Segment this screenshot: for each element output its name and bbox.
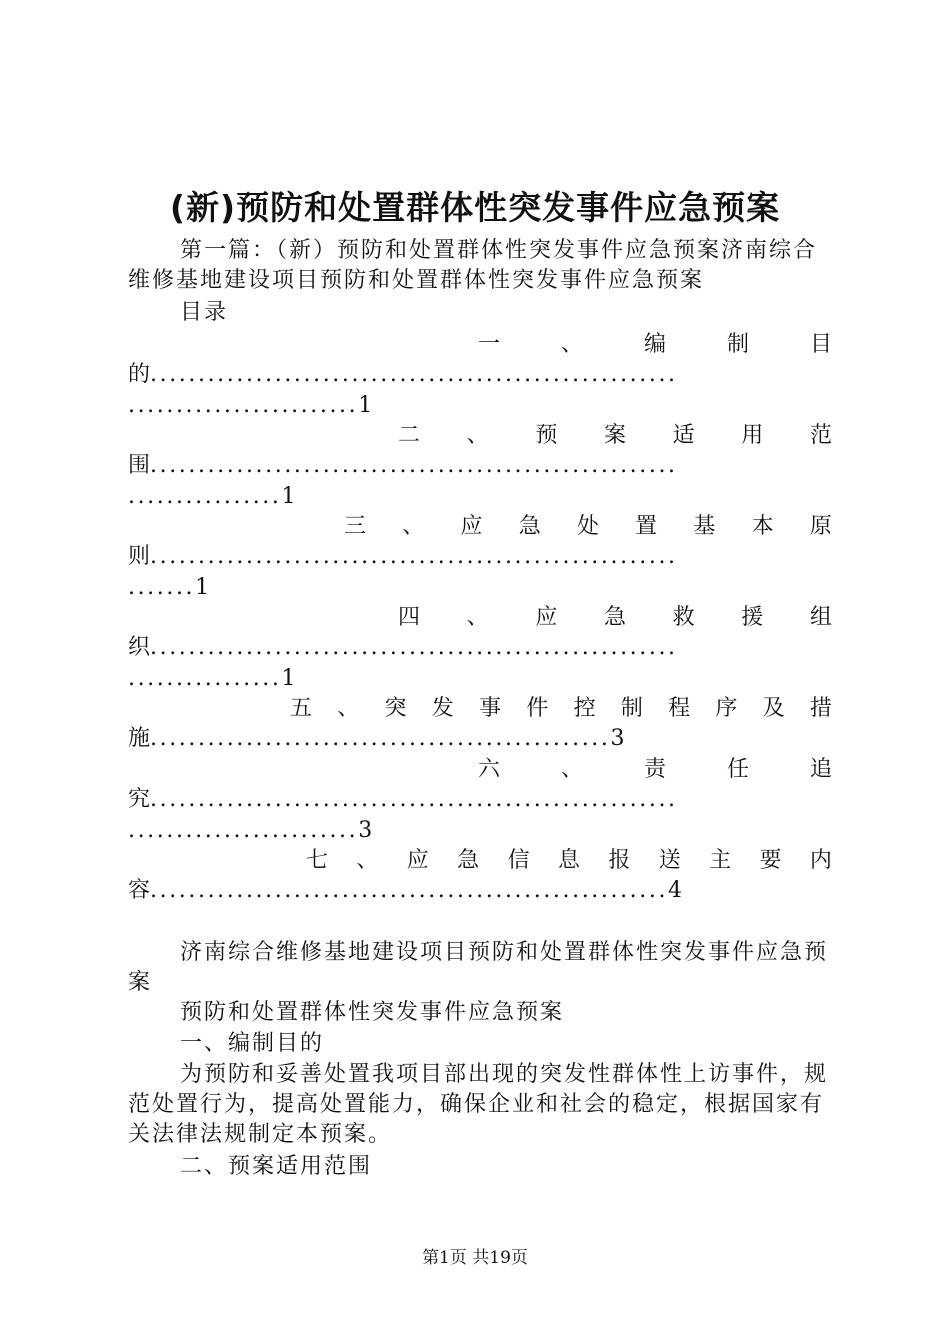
toc-tail: 施 bbox=[128, 726, 151, 751]
toc-char: 基 bbox=[693, 514, 716, 539]
toc-char: 案 bbox=[603, 423, 626, 448]
toc-leader: ................ bbox=[128, 484, 282, 509]
toc-leader: ................................................ bbox=[150, 726, 611, 751]
toc-entry-1-dots bbox=[128, 360, 832, 390]
toc-char: 急 bbox=[518, 514, 541, 539]
toc-entry-3-dots bbox=[128, 542, 832, 572]
toc-char: 要 bbox=[759, 848, 782, 873]
toc-char: 应 bbox=[460, 514, 483, 539]
toc-char: 应 bbox=[535, 605, 558, 630]
toc-char: 应 bbox=[406, 848, 429, 873]
toc-char: 送 bbox=[658, 848, 681, 873]
toc-char: 制 bbox=[726, 332, 749, 357]
toc-leader: ........................ bbox=[128, 818, 359, 843]
toc-entry-5-dots bbox=[128, 724, 832, 754]
toc-page-number: 1 bbox=[195, 575, 210, 600]
toc-char: 制 bbox=[620, 696, 643, 721]
toc-page-number: 1 bbox=[281, 484, 296, 509]
body-paragraph: 预防和处置群体性突发事件应急预案 bbox=[180, 1000, 565, 1025]
toc-char: 责 bbox=[643, 757, 666, 782]
toc-entry-2-head bbox=[398, 421, 832, 451]
toc-leader: ....... bbox=[128, 575, 196, 600]
toc-page-number: 1 bbox=[281, 666, 296, 691]
toc-leader: ....................................................... bbox=[150, 635, 678, 660]
toc-char: 报 bbox=[608, 848, 631, 873]
toc-char: 追 bbox=[809, 757, 832, 782]
toc-char: 援 bbox=[741, 605, 764, 630]
toc-entry-1-head bbox=[478, 330, 832, 360]
toc-leader: ................ bbox=[128, 666, 282, 691]
toc-char: 、 bbox=[337, 696, 360, 721]
toc-entry-3-page-line bbox=[128, 573, 832, 603]
toc-char: 件 bbox=[526, 696, 549, 721]
toc-char: 、 bbox=[402, 514, 425, 539]
toc-entry-1-page-line bbox=[128, 391, 832, 421]
toc-entry-7-head bbox=[306, 846, 832, 876]
toc-char: 用 bbox=[741, 423, 764, 448]
toc-char: 三 bbox=[344, 514, 367, 539]
toc-char: 置 bbox=[635, 514, 658, 539]
toc-leader: ....................................................... bbox=[150, 362, 678, 387]
toc-char: 七 bbox=[306, 848, 329, 873]
document-title: (新)预防和处置群体性突发事件应急预案 bbox=[169, 188, 781, 227]
body-paragraph: 济南综合维修基地建设项目预防和处置群体性突发事件应急预案 bbox=[128, 940, 829, 995]
body-paragraph: 为预防和妥善处置我项目部出现的突发性群体性上访事件，规范处置行为，提高处置能力，确保企业和社会的稳定，根据国家有关法律法规制定本预案。 bbox=[128, 1062, 829, 1147]
toc-char: 发 bbox=[431, 696, 454, 721]
toc-char: 五 bbox=[290, 696, 313, 721]
toc-char: 、 bbox=[466, 605, 489, 630]
toc-char: 、 bbox=[560, 332, 583, 357]
toc-page-number: 4 bbox=[668, 878, 683, 903]
toc-tail: 织 bbox=[128, 635, 151, 660]
toc-tail: 的 bbox=[128, 362, 151, 387]
toc-char: 急 bbox=[457, 848, 480, 873]
toc-entry-4-dots bbox=[128, 633, 832, 663]
toc-page-number: 3 bbox=[358, 818, 373, 843]
toc-char: 六 bbox=[478, 757, 501, 782]
page-footer: 第1页 共19页 bbox=[422, 1248, 528, 1268]
toc-char: 原 bbox=[809, 514, 832, 539]
toc-leader: ...................................................... bbox=[150, 878, 669, 903]
toc-char: 四 bbox=[398, 605, 421, 630]
toc-entry-2-dots bbox=[128, 451, 832, 481]
toc-char: 范 bbox=[809, 423, 832, 448]
toc-leader: ....................................................... bbox=[150, 453, 678, 478]
toc-char: 编 bbox=[643, 332, 666, 357]
toc-char: 一 bbox=[478, 332, 501, 357]
toc-char: 二 bbox=[398, 423, 421, 448]
toc-page-number: 1 bbox=[358, 393, 373, 418]
toc-char: 主 bbox=[709, 848, 732, 873]
toc-entry-6-dots bbox=[128, 785, 832, 815]
section-heading: 一、编制目的 bbox=[180, 1031, 325, 1056]
toc-entry-2-page-line bbox=[128, 482, 832, 512]
toc-char: 内 bbox=[809, 848, 832, 873]
toc-char: 及 bbox=[762, 696, 785, 721]
toc-entry-5-head bbox=[290, 694, 832, 724]
toc-tail: 容 bbox=[128, 878, 151, 903]
toc-entry-4-page-line bbox=[128, 664, 832, 694]
toc-char: 序 bbox=[715, 696, 738, 721]
toc-entry-3-head bbox=[344, 512, 832, 542]
toc-tail: 围 bbox=[128, 453, 151, 478]
toc-char: 任 bbox=[726, 757, 749, 782]
toc-char: 程 bbox=[668, 696, 691, 721]
toc-char: 、 bbox=[466, 423, 489, 448]
toc-entry-4-head bbox=[398, 603, 832, 633]
toc-char: 处 bbox=[576, 514, 599, 539]
toc-page-number: 3 bbox=[610, 726, 625, 751]
toc-tail: 则 bbox=[128, 544, 151, 569]
toc-char: 急 bbox=[603, 605, 626, 630]
toc-char: 息 bbox=[557, 848, 580, 873]
toc-char: 组 bbox=[809, 605, 832, 630]
toc-char: 控 bbox=[573, 696, 596, 721]
toc-leader: ....................................................... bbox=[150, 544, 678, 569]
toc-char: 、 bbox=[356, 848, 379, 873]
toc-entry-7-dots bbox=[128, 876, 832, 906]
toc-char: 救 bbox=[672, 605, 695, 630]
toc-tail: 究 bbox=[128, 787, 151, 812]
toc-char: 突 bbox=[384, 696, 407, 721]
toc-char: 措 bbox=[809, 696, 832, 721]
toc-char: 、 bbox=[560, 757, 583, 782]
toc-char: 本 bbox=[751, 514, 774, 539]
toc-label: 目录 bbox=[180, 300, 229, 325]
intro-paragraph: 第一篇：（新）预防和处置群体性突发事件应急预案济南综合维修基地建设项目预防和处置群体性突发事件应急预案 bbox=[128, 238, 818, 293]
toc-entry-6-page-line bbox=[128, 816, 832, 846]
toc-char: 预 bbox=[535, 423, 558, 448]
toc-leader: ....................................................... bbox=[150, 787, 678, 812]
toc-char: 事 bbox=[479, 696, 502, 721]
toc-char: 信 bbox=[507, 848, 530, 873]
toc-char: 适 bbox=[672, 423, 695, 448]
section-heading: 二、预案适用范围 bbox=[180, 1154, 373, 1179]
toc-char: 目 bbox=[809, 332, 832, 357]
toc-leader: ........................ bbox=[128, 393, 359, 418]
toc-entry-6-head bbox=[478, 755, 832, 785]
